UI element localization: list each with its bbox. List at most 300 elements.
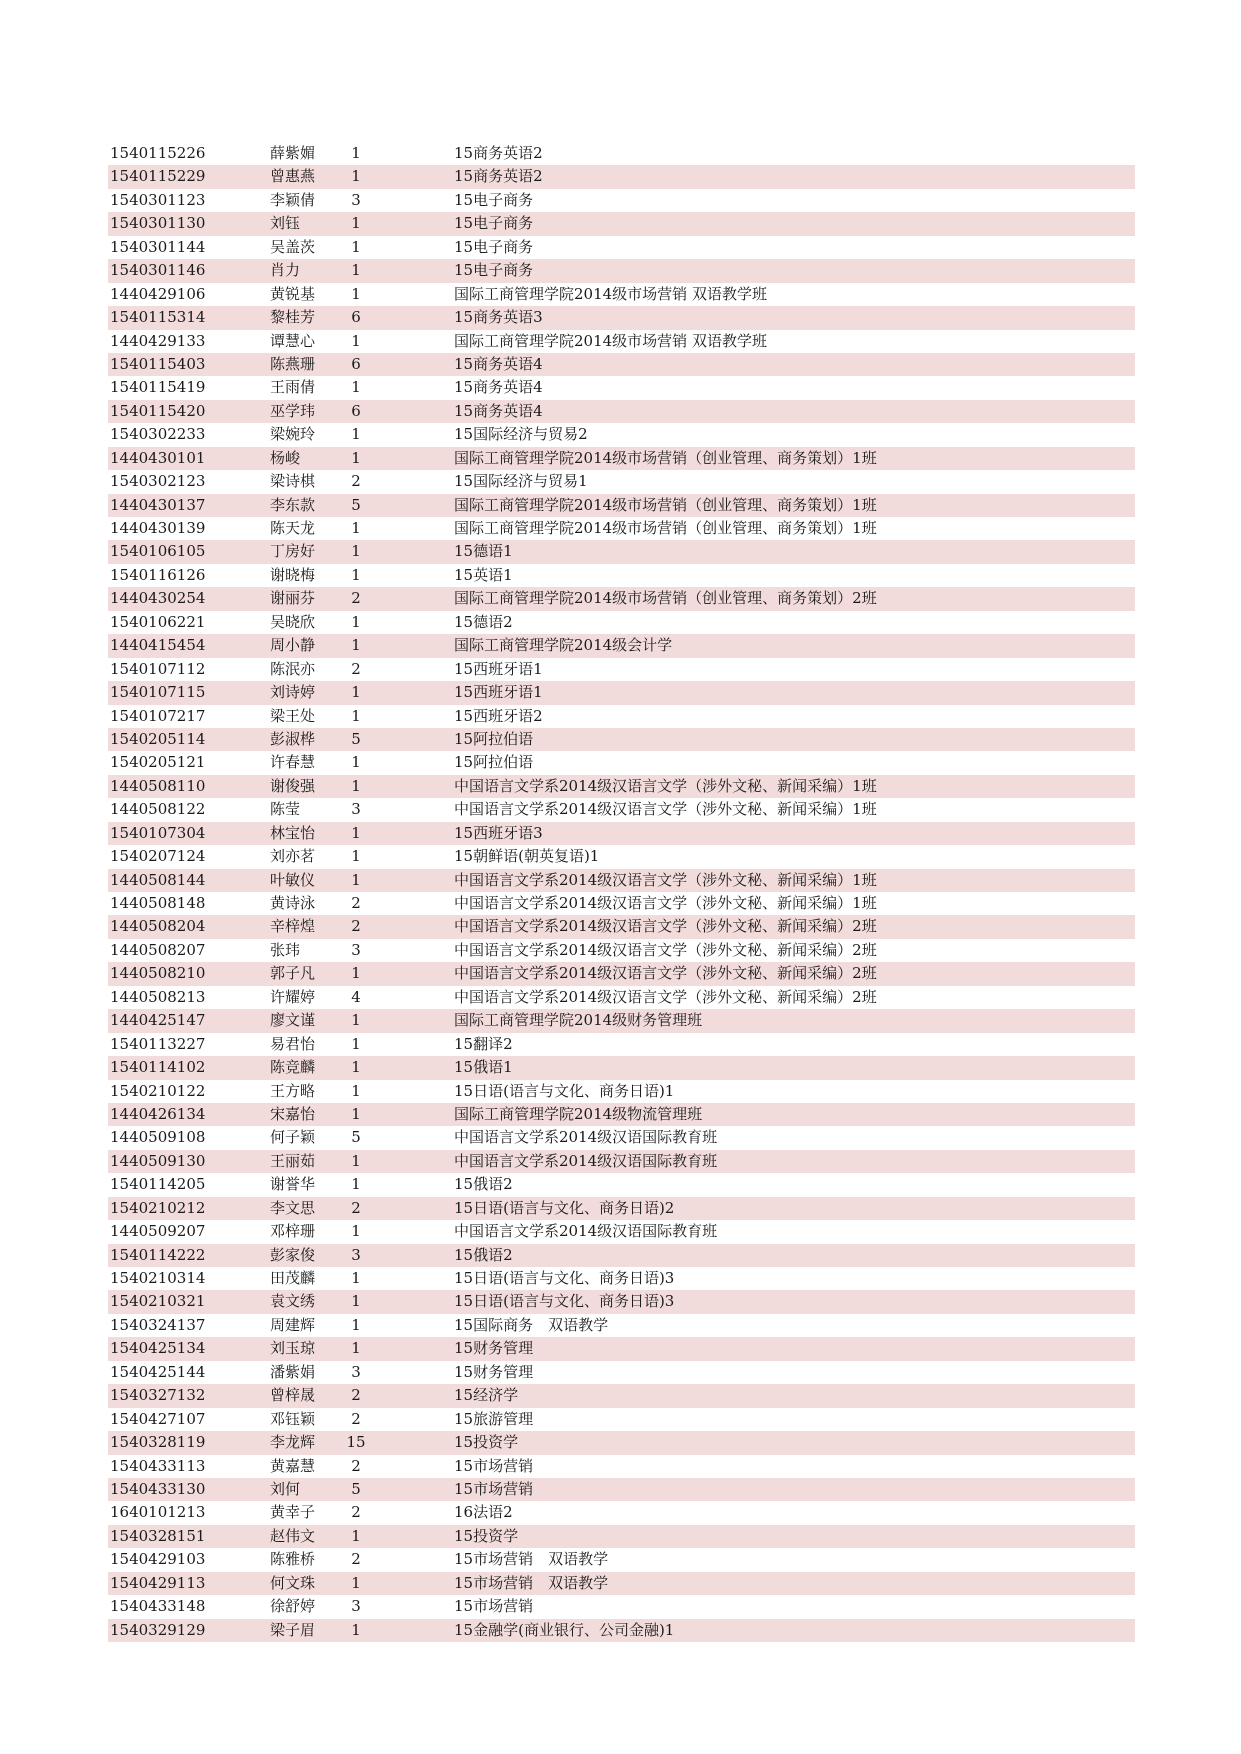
table-row (108, 1408, 1135, 1431)
student-name-cell: 谢俊强 (270, 776, 316, 795)
table-row (108, 1150, 1135, 1173)
table-row (108, 494, 1135, 517)
class-cell: 15朝鲜语(朝英复语)1 (454, 847, 600, 866)
student-name-cell: 谭慧心 (270, 331, 316, 350)
count-cell: 5 (351, 729, 361, 748)
count-cell: 1 (351, 1339, 361, 1358)
student-id-cell: 1440429106 (110, 284, 206, 303)
class-cell: 15西班牙语1 (454, 683, 543, 702)
student-name-cell: 梁子眉 (270, 1620, 316, 1639)
count-cell: 1 (351, 1011, 361, 1030)
student-id-cell: 1540115226 (110, 144, 206, 162)
class-cell: 15日语(语言与文化、商务日语)3 (454, 1292, 675, 1311)
student-id-cell: 1540116126 (110, 565, 206, 584)
student-name-cell: 彭淑桦 (270, 729, 316, 748)
count-cell: 1 (351, 542, 361, 561)
class-cell: 15俄语2 (454, 1245, 513, 1264)
student-id-cell: 1540210212 (110, 1198, 206, 1217)
student-name-cell: 刘钰 (270, 214, 301, 233)
class-cell: 15国际商务 双语教学 (454, 1315, 609, 1334)
student-name-cell: 宋嘉怡 (270, 1104, 316, 1123)
table-row (108, 1267, 1135, 1290)
class-cell: 国际工商管理学院2014级市场营销（创业管理、商务策划）1班 (454, 448, 877, 467)
table-row (108, 517, 1135, 540)
student-id-cell: 1440508210 (110, 964, 206, 983)
count-cell: 1 (351, 683, 361, 702)
student-id-cell: 1440508204 (110, 917, 206, 936)
class-cell: 15旅游管理 (454, 1409, 534, 1428)
student-id-cell: 1440430254 (110, 589, 206, 608)
count-cell: 1 (351, 1151, 361, 1170)
count-cell: 1 (351, 237, 361, 256)
student-id-cell: 1540115314 (110, 308, 206, 327)
class-cell: 中国语言文学系2014级汉语言文学（涉外文秘、新闻采编）1班 (454, 870, 877, 889)
table-row (108, 540, 1135, 563)
table-row (108, 962, 1135, 985)
class-cell: 15英语1 (454, 565, 513, 584)
student-id-cell: 1540433148 (110, 1597, 206, 1616)
table-row (108, 1056, 1135, 1079)
count-cell: 1 (351, 1315, 361, 1334)
class-cell: 国际工商管理学院2014级财务管理班 (454, 1011, 703, 1030)
student-id-cell: 1540107217 (110, 706, 206, 725)
student-name-cell: 吴晓欣 (270, 612, 316, 631)
table-row (108, 1431, 1135, 1454)
student-name-cell: 黄诗泳 (270, 894, 316, 912)
student-id-cell: 1540107112 (110, 659, 206, 678)
class-cell: 15俄语1 (454, 1058, 513, 1077)
table-row (108, 330, 1135, 353)
count-cell: 1 (351, 1526, 361, 1545)
table-row (108, 165, 1135, 188)
class-cell: 15商务英语4 (454, 354, 543, 373)
table-row (108, 259, 1135, 282)
table-row (108, 728, 1135, 751)
table-row (108, 1244, 1135, 1267)
class-cell: 15国际经济与贸易1 (454, 472, 588, 491)
table-row (108, 1103, 1135, 1126)
class-cell: 中国语言文学系2014级汉语言文学（涉外文秘、新闻采编）2班 (454, 940, 877, 959)
student-id-cell: 1440425147 (110, 1011, 206, 1030)
student-id-cell: 1440509130 (110, 1151, 206, 1170)
count-cell: 1 (351, 1222, 361, 1241)
table-row (108, 775, 1135, 798)
student-id-cell: 1440430137 (110, 495, 206, 514)
count-cell: 2 (351, 659, 361, 678)
student-name-cell: 梁婉玲 (270, 425, 316, 444)
table-row (108, 634, 1135, 657)
student-name-cell: 廖文谨 (270, 1011, 316, 1030)
table-row (108, 306, 1135, 329)
student-id-cell: 1440430101 (110, 448, 206, 467)
student-name-cell: 李东款 (270, 495, 316, 514)
student-name-cell: 陈竞麟 (270, 1058, 316, 1077)
class-cell: 15俄语2 (454, 1175, 513, 1194)
class-cell: 国际工商管理学院2014级市场营销（创业管理、商务策划）1班 (454, 519, 877, 537)
student-id-cell: 1440430139 (110, 519, 206, 537)
student-name-cell: 周建辉 (270, 1315, 316, 1334)
class-cell: 国际工商管理学院2014级会计学 (454, 636, 673, 655)
student-id-cell: 1540210321 (110, 1292, 206, 1311)
student-id-cell: 1540106221 (110, 612, 206, 631)
table-row (108, 189, 1135, 212)
student-id-cell: 1540301130 (110, 214, 206, 233)
class-cell: 15西班牙语1 (454, 659, 543, 678)
count-cell: 3 (351, 1362, 361, 1381)
class-cell: 中国语言文学系2014级汉语言文学（涉外文秘、新闻采编）1班 (454, 894, 877, 912)
class-cell: 15电子商务 (454, 237, 534, 256)
table-row (108, 1009, 1135, 1032)
student-id-cell: 1540210314 (110, 1269, 206, 1287)
count-cell: 1 (351, 331, 361, 350)
student-name-cell: 王雨倩 (270, 378, 316, 397)
student-id-cell: 1440429133 (110, 331, 206, 350)
student-id-cell: 1540429113 (110, 1573, 206, 1592)
class-cell: 15商务英语3 (454, 308, 543, 327)
student-id-cell: 1540425144 (110, 1362, 206, 1381)
count-cell: 1 (351, 378, 361, 397)
count-cell: 3 (351, 1597, 361, 1616)
table-row (108, 869, 1135, 892)
count-cell: 1 (351, 706, 361, 725)
class-cell: 中国语言文学系2014级汉语言文学（涉外文秘、新闻采编）1班 (454, 776, 877, 795)
student-id-cell: 1440508213 (110, 987, 206, 1006)
count-cell: 1 (351, 847, 361, 866)
student-id-cell: 1540106105 (110, 542, 206, 561)
table-row (108, 939, 1135, 962)
count-cell: 6 (351, 308, 361, 327)
student-id-cell: 1440508110 (110, 776, 206, 795)
count-cell: 2 (351, 1503, 361, 1522)
count-cell: 1 (351, 167, 361, 186)
student-table (108, 142, 1135, 1642)
count-cell: 2 (351, 1456, 361, 1475)
class-cell: 国际工商管理学院2014级市场营销（创业管理、商务策划）2班 (454, 589, 877, 608)
student-id-cell: 1540205114 (110, 729, 206, 748)
count-cell: 1 (351, 261, 361, 280)
student-id-cell: 1540107115 (110, 683, 206, 702)
table-row (108, 1595, 1135, 1618)
student-id-cell: 1540302123 (110, 472, 206, 491)
count-cell: 2 (351, 894, 361, 912)
count-cell: 2 (351, 1198, 361, 1217)
table-row (108, 1572, 1135, 1595)
count-cell: 5 (351, 495, 361, 514)
class-cell: 15翻译2 (454, 1034, 513, 1053)
count-cell: 5 (351, 1479, 361, 1498)
student-name-cell: 林宝怡 (270, 823, 316, 842)
count-cell: 1 (351, 284, 361, 303)
student-name-cell: 梁诗棋 (270, 472, 316, 491)
student-name-cell: 丁房好 (270, 542, 316, 561)
student-id-cell: 1540301146 (110, 261, 206, 280)
student-id-cell: 1640101213 (110, 1503, 206, 1522)
count-cell: 1 (351, 1058, 361, 1077)
count-cell: 1 (351, 753, 361, 772)
student-name-cell: 杨峻 (270, 448, 301, 467)
count-cell: 2 (351, 589, 361, 608)
student-id-cell: 1540425134 (110, 1339, 206, 1358)
class-cell: 15市场营销 (454, 1479, 534, 1498)
student-name-cell: 谢誉华 (270, 1175, 316, 1194)
count-cell: 2 (351, 1386, 361, 1405)
count-cell: 1 (351, 1292, 361, 1311)
count-cell: 6 (351, 354, 361, 373)
student-name-cell: 潘紫娟 (270, 1362, 316, 1381)
class-cell: 15商务英语2 (454, 144, 543, 162)
count-cell: 1 (351, 612, 361, 631)
student-id-cell: 1440508122 (110, 800, 206, 819)
class-cell: 15市场营销 双语教学 (454, 1573, 609, 1592)
student-name-cell: 陈雅桥 (270, 1550, 316, 1569)
count-cell: 1 (351, 214, 361, 233)
table-row (108, 1337, 1135, 1360)
class-cell: 15德语1 (454, 542, 513, 561)
class-cell: 15财务管理 (454, 1339, 534, 1358)
student-name-cell: 辛梓煌 (270, 917, 316, 936)
table-row (108, 236, 1135, 259)
student-id-cell: 1540427107 (110, 1409, 206, 1428)
student-id-cell: 1540115403 (110, 354, 206, 373)
class-cell: 15西班牙语3 (454, 823, 543, 842)
student-name-cell: 郭子凡 (270, 964, 316, 983)
count-cell: 1 (351, 519, 361, 537)
count-cell: 15 (346, 1433, 366, 1452)
class-cell: 15市场营销 双语教学 (454, 1550, 609, 1569)
student-id-cell: 1540210122 (110, 1081, 206, 1100)
count-cell: 1 (351, 1620, 361, 1639)
student-name-cell: 叶敏仪 (270, 870, 316, 889)
student-name-cell: 何文珠 (270, 1573, 316, 1592)
student-name-cell: 陈燕珊 (270, 354, 316, 373)
student-name-cell: 陈泯亦 (270, 659, 316, 678)
table-row (108, 353, 1135, 376)
class-cell: 15电子商务 (454, 190, 534, 209)
student-id-cell: 1540114102 (110, 1058, 206, 1077)
student-name-cell: 巫学玮 (270, 401, 316, 420)
student-id-cell: 1540205121 (110, 753, 206, 772)
class-cell: 15金融学(商业银行、公司金融)1 (454, 1620, 675, 1639)
class-cell: 中国语言文学系2014级汉语言文学（涉外文秘、新闻采编）2班 (454, 917, 877, 936)
count-cell: 1 (351, 1175, 361, 1194)
table-row (108, 986, 1135, 1009)
student-name-cell: 刘玉琼 (270, 1339, 316, 1358)
table-row (108, 283, 1135, 306)
student-id-cell: 1440509108 (110, 1128, 206, 1147)
class-cell: 15市场营销 (454, 1597, 534, 1616)
student-name-cell: 黄嘉慧 (270, 1456, 316, 1475)
student-id-cell: 1540113227 (110, 1034, 206, 1053)
class-cell: 国际工商管理学院2014级市场营销（创业管理、商务策划）1班 (454, 495, 877, 514)
student-name-cell: 曾梓晟 (270, 1386, 316, 1405)
student-name-cell: 黄锐基 (270, 284, 316, 303)
count-cell: 2 (351, 1550, 361, 1569)
table-row (108, 751, 1135, 774)
count-cell: 1 (351, 425, 361, 444)
table-row (108, 447, 1135, 470)
student-name-cell: 邓梓珊 (270, 1222, 316, 1241)
table-row (108, 1548, 1135, 1571)
student-name-cell: 周小静 (270, 636, 316, 655)
table-row (108, 1384, 1135, 1407)
student-id-cell: 1540207124 (110, 847, 206, 866)
student-id-cell: 1440508148 (110, 894, 206, 912)
class-cell: 15日语(语言与文化、商务日语)1 (454, 1081, 675, 1100)
student-name-cell: 刘亦茗 (270, 847, 316, 866)
student-name-cell: 张玮 (270, 940, 301, 959)
class-cell: 中国语言文学系2014级汉语国际教育班 (454, 1128, 718, 1147)
class-cell: 中国语言文学系2014级汉语国际教育班 (454, 1222, 718, 1241)
count-cell: 3 (351, 190, 361, 209)
student-name-cell: 陈莹 (270, 800, 301, 819)
student-name-cell: 梁王处 (270, 706, 316, 725)
student-name-cell: 何子颖 (270, 1128, 316, 1147)
class-cell: 15投资学 (454, 1433, 519, 1452)
student-id-cell: 1540328151 (110, 1526, 206, 1545)
table-row (108, 611, 1135, 634)
table-row (108, 681, 1135, 704)
class-cell: 中国语言文学系2014级汉语言文学（涉外文秘、新闻采编）2班 (454, 964, 877, 983)
student-id-cell: 1540429103 (110, 1550, 206, 1569)
class-cell: 15投资学 (454, 1526, 519, 1545)
student-name-cell: 吴盖茨 (270, 237, 316, 256)
table-row (108, 1033, 1135, 1056)
student-id-cell: 1540324137 (110, 1315, 206, 1334)
count-cell: 3 (351, 1245, 361, 1264)
table-row (108, 1314, 1135, 1337)
class-cell: 16法语2 (454, 1503, 513, 1522)
count-cell: 1 (351, 565, 361, 584)
count-cell: 3 (351, 800, 361, 819)
count-cell: 1 (351, 964, 361, 983)
class-cell: 中国语言文学系2014级汉语国际教育班 (454, 1151, 718, 1170)
student-name-cell: 谢丽芬 (270, 589, 316, 608)
student-id-cell: 1540115419 (110, 378, 206, 397)
table-row (108, 376, 1135, 399)
table-row (108, 1501, 1135, 1524)
table-row (108, 1525, 1135, 1548)
count-cell: 1 (351, 776, 361, 795)
table-row (108, 470, 1135, 493)
count-cell: 5 (351, 1128, 361, 1147)
student-id-cell: 1540114205 (110, 1175, 206, 1194)
count-cell: 1 (351, 1573, 361, 1592)
table-row (108, 1455, 1135, 1478)
count-cell: 1 (351, 823, 361, 842)
student-name-cell: 徐舒婷 (270, 1597, 316, 1616)
class-cell: 15商务英语2 (454, 167, 543, 186)
class-cell: 15经济学 (454, 1386, 519, 1405)
table-row (108, 892, 1135, 915)
student-id-cell: 1540302233 (110, 425, 206, 444)
student-id-cell: 1440509207 (110, 1222, 206, 1241)
count-cell: 1 (351, 1081, 361, 1100)
count-cell: 1 (351, 636, 361, 655)
student-id-cell: 1540114222 (110, 1245, 206, 1264)
count-cell: 4 (351, 987, 361, 1006)
student-id-cell: 1540433130 (110, 1479, 206, 1498)
student-name-cell: 刘诗婷 (270, 683, 316, 702)
student-name-cell: 刘何 (270, 1479, 301, 1498)
table-row (108, 212, 1135, 235)
class-cell: 15德语2 (454, 612, 513, 631)
student-name-cell: 彭家俊 (270, 1245, 316, 1264)
table-row (108, 587, 1135, 610)
class-cell: 国际工商管理学院2014级物流管理班 (454, 1104, 703, 1123)
table-row (108, 1619, 1135, 1642)
class-cell: 国际工商管理学院2014级市场营销 双语教学班 (454, 331, 767, 350)
class-cell: 15阿拉伯语 (454, 729, 534, 748)
student-id-cell: 1540107304 (110, 823, 206, 842)
student-id-cell: 1440508207 (110, 940, 206, 959)
count-cell: 1 (351, 1034, 361, 1053)
count-cell: 6 (351, 401, 361, 420)
student-id-cell: 1540301144 (110, 237, 206, 256)
count-cell: 1 (351, 870, 361, 889)
student-id-cell: 1440426134 (110, 1104, 206, 1123)
class-cell: 15财务管理 (454, 1362, 534, 1381)
table-row (108, 658, 1135, 681)
student-name-cell: 黎桂芳 (270, 308, 316, 327)
table-row (108, 1478, 1135, 1501)
student-name-cell: 陈天龙 (270, 519, 316, 537)
class-cell: 中国语言文学系2014级汉语言文学（涉外文秘、新闻采编）1班 (454, 800, 877, 819)
table-row (108, 845, 1135, 868)
class-cell: 国际工商管理学院2014级市场营销 双语教学班 (454, 284, 767, 303)
student-id-cell: 1540329129 (110, 1620, 206, 1639)
class-cell: 15西班牙语2 (454, 706, 543, 725)
student-id-cell: 1540328119 (110, 1433, 206, 1452)
table-row (108, 142, 1135, 165)
count-cell: 1 (351, 1104, 361, 1123)
class-cell: 中国语言文学系2014级汉语言文学（涉外文秘、新闻采编）2班 (454, 987, 877, 1006)
student-id-cell: 1440415454 (110, 636, 206, 655)
class-cell: 15电子商务 (454, 214, 534, 233)
class-cell: 15电子商务 (454, 261, 534, 280)
student-name-cell: 田茂麟 (270, 1269, 316, 1287)
count-cell: 1 (351, 448, 361, 467)
student-id-cell: 1540301123 (110, 190, 206, 209)
count-cell: 2 (351, 917, 361, 936)
student-name-cell: 曾惠燕 (270, 167, 316, 186)
student-name-cell: 王丽茹 (270, 1151, 316, 1170)
count-cell: 3 (351, 940, 361, 959)
student-id-cell: 1440508144 (110, 870, 206, 889)
student-name-cell: 薛紫媚 (270, 144, 316, 162)
table-row (108, 564, 1135, 587)
student-name-cell: 李龙辉 (270, 1433, 316, 1452)
student-name-cell: 邓钰颖 (270, 1409, 316, 1428)
table-row (108, 1080, 1135, 1103)
class-cell: 15商务英语4 (454, 378, 543, 397)
student-name-cell: 肖力 (270, 261, 301, 280)
table-row (108, 400, 1135, 423)
count-cell: 2 (351, 472, 361, 491)
student-id-cell: 1540115229 (110, 167, 206, 186)
class-cell: 15日语(语言与文化、商务日语)3 (454, 1269, 675, 1287)
student-name-cell: 黄幸子 (270, 1503, 316, 1522)
student-id-cell: 1540327132 (110, 1386, 206, 1405)
student-id-cell: 1540433113 (110, 1456, 206, 1475)
count-cell: 1 (351, 1269, 361, 1287)
student-name-cell: 李文思 (270, 1198, 316, 1217)
table-row (108, 915, 1135, 938)
table-row (108, 423, 1135, 446)
table-row (108, 705, 1135, 728)
table-row (108, 1290, 1135, 1313)
table-row (108, 1361, 1135, 1384)
table-row (108, 822, 1135, 845)
